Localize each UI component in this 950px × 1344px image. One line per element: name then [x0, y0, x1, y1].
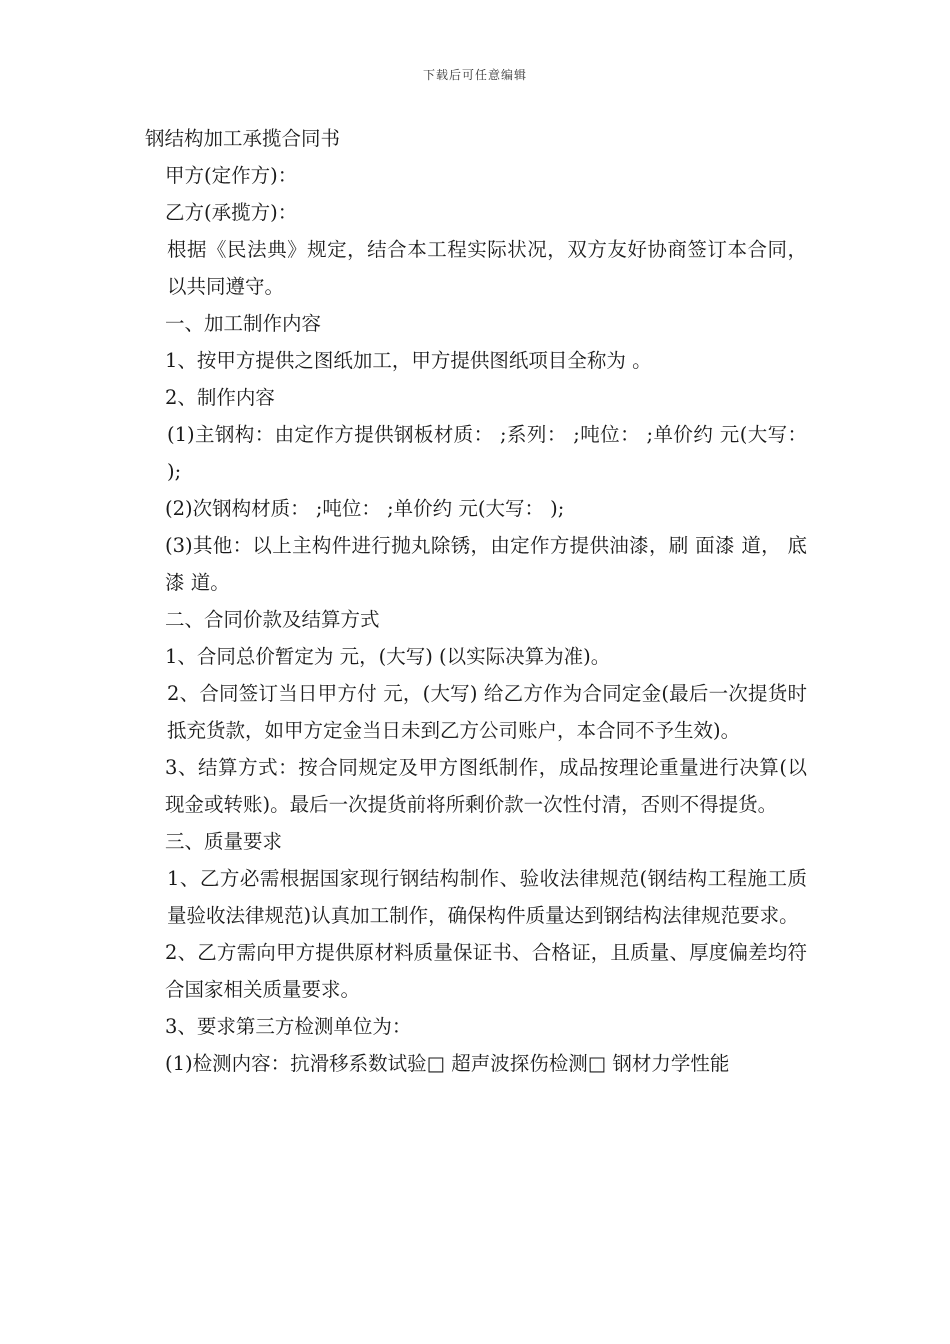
paragraph: 2、合同签订当日甲方付 元，(大写) 给乙方作为合同定金(最后一次提货时抵充货款，如甲方定金当日未到乙方公司账户，本合同不予生效)。	[167, 682, 807, 742]
paragraph: 1、乙方必需根据国家现行钢结构制作、验收法律规范(钢结构工程施工质量验收法律规范)认真加工制作，确保构件质量达到钢结构法律规范要求。	[167, 867, 807, 927]
paragraph: (1)检测内容：抗滑移系数试验□ 超声波探伤检测□ 钢材力学性能	[165, 1052, 730, 1075]
page-header: 下载后可任意编辑	[422, 68, 527, 82]
section-heading-3: 三、质量要求	[165, 830, 283, 853]
contract-document	[145, 120, 807, 1082]
paragraph: (1)主钢构：由定作方提供钢板材质： ;系列： ;吨位： ;单价约 元(大写： );	[167, 423, 807, 483]
paragraph: 1、按甲方提供之图纸加工，甲方提供图纸项目全称为 。	[165, 349, 652, 372]
document-title: 钢结构加工承揽合同书	[145, 127, 341, 150]
paragraph-party-a: 甲方(定作方)：	[165, 164, 298, 187]
paragraph: (3)其他：以上主构件进行抛丸除锈，由定作方提供油漆，刷 面漆 道， 底漆 道。	[165, 534, 807, 594]
paragraph: (2)次钢构材质： ;吨位： ;单价约 元(大写： );	[165, 497, 565, 520]
paragraph: 2、乙方需向甲方提供原材料质量保证书、合格证，且质量、厚度偏差均符合国家相关质量要求。	[165, 941, 807, 1001]
paragraph-preamble: 根据《民法典》规定，结合本工程实际状况，双方友好协商签订本合同，以共同遵守。	[167, 238, 807, 298]
section-heading-1: 一、加工制作内容	[165, 312, 322, 335]
paragraph-party-b: 乙方(承揽方)：	[165, 201, 298, 224]
paragraph: 3、结算方式：按合同规定及甲方图纸制作，成品按理论重量进行决算(以现金或转账)。最后一次提货前将所剩价款一次性付清，否则不得提货。	[165, 756, 807, 816]
section-heading-2: 二、合同价款及结算方式	[165, 608, 380, 631]
paragraph: 1、合同总价暂定为 元，(大写) (以实际决算为准)。	[165, 645, 611, 668]
paragraph: 2、制作内容	[165, 386, 275, 409]
paragraph: 3、要求第三方检测单位为：	[165, 1015, 412, 1038]
